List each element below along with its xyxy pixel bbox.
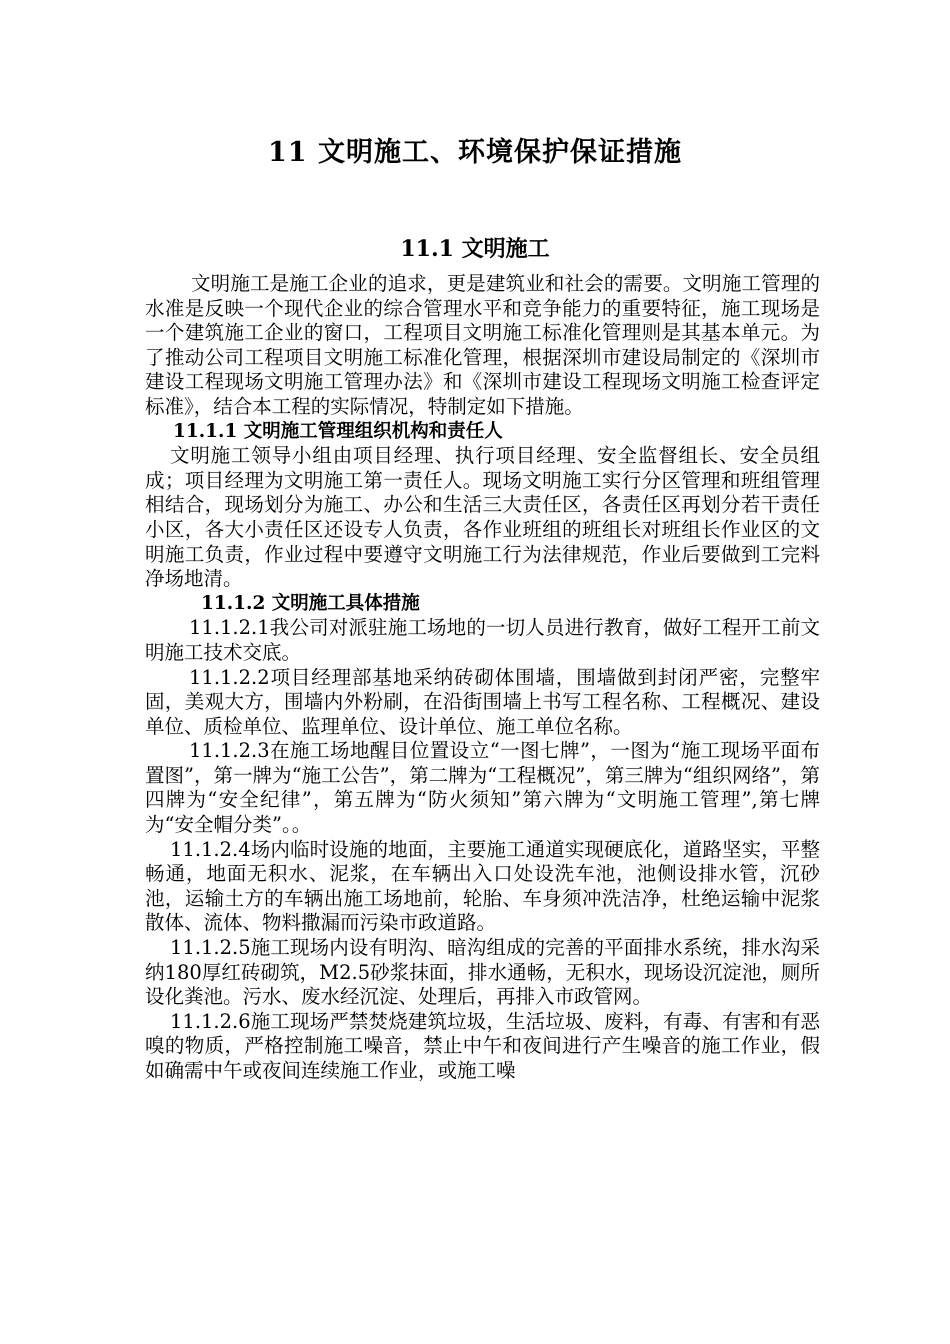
subsection-title-1: 11.1.1 文明施工管理组织机构和责任人 (173, 420, 503, 442)
measure-item-6: 11.1.2.6施工现场严禁焚烧建筑垃圾，生活垃圾、废料，有毒、有害和有恶嗅的物质，严格控制施工噪音，禁止中午和夜间进行产生噪音的施工作业，假如确需中午或夜间连续施工作业，或施工噪 (145, 1009, 820, 1082)
measure-item-5: 11.1.2.5施工现场内设有明沟、暗沟组成的完善的平面排水系统，排水沟采纳180厚红砖砌筑，M2.5砂浆抹面，排水通畅，无积水，现场设沉淀池，厕所设化粪池。污水、废水经沉淀、处理后，再排入市政管网。 (145, 936, 820, 1009)
measure-item-3: 11.1.2.3在施工场地醒目位置设立“一图七牌”，一图为“施工现场平面布置图”，第一牌为“施工公告”，第二牌为“工程概况”，第三牌为“组织网络”，第四牌为“安全纪律”，第五牌为“防火须知”第六牌为“文明施工管理”,第七牌为“安全帽分类”。。 (145, 739, 820, 837)
subsection-title-2: 11.1.2 文明施工具体措施 (201, 592, 420, 614)
intro-paragraph: 文明施工是施工企业的追求，更是建筑业和社会的需要。文明施工管理的水准是反映一个现代企业的综合管理水平和竞争能力的重要特征，施工现场是一个建筑施工企业的窗口，工程项目文明施工标准化管理则是其基本单元。为了推动公司工程项目文明施工标准化管理，根据深圳市建设局制定的《深圳市建设工程现场文明施工管理办法》和《深圳市建设工程现场文明施工检查评定标准》，结合本工程的实际情况，特制定如下措施。 (145, 272, 820, 418)
measure-item-1: 11.1.2.1我公司对派驻施工场地的一切人员进行教育，做好工程开工前文明施工技术交底。 (145, 616, 820, 664)
document-body (145, 272, 820, 1084)
measure-item-2: 11.1.2.2项目经理部基地采纳砖砌体围墙，围墙做到封闭严密，完整牢固，美观大方，围墙内外粉刷，在沿街围墙上书写工程名称、工程概况、建设单位、质检单位、监理单位、设计单位、施工单位名称。 (145, 665, 820, 738)
chapter-title: 11 文明施工、环境保护保证措施 (268, 137, 682, 168)
subsection-paragraph-1: 文明施工领导小组由项目经理、执行项目经理、安全监督组长、安全员组成；项目经理为文明施工第一责任人。现场文明施工实行分区管理和班组管理相结合，现场划分为施工、办公和生活三大责任区，各责任区再划分若干责任小区，各大小责任区还设专人负责，各作业班组的班组长对班组长作业区的文明施工负责，作业过程中要遵守文明施工行为法律规范，作业后要做到工完料净场地清。 (145, 444, 820, 591)
section-title: 11.1 文明施工 (400, 236, 550, 262)
measure-item-4: 11.1.2.4场内临时设施的地面，主要施工通道实现硬底化，道路坚实，平整畅通，地面无积水、泥浆，在车辆出入口处设洗车池，池侧设排水管，沉砂池，运输土方的车辆出施工场地前，轮胎、车身须冲洗洁净，杜绝运输中泥浆散体、流体、物料撒漏而污染市政道路。 (145, 837, 820, 935)
